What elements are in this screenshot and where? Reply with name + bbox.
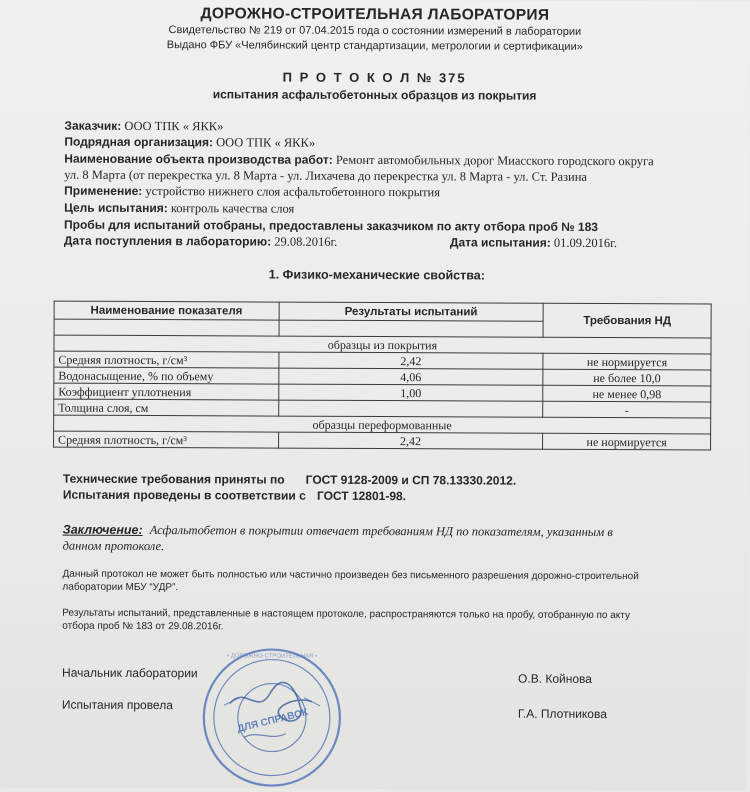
cell-result: 1,00 (278, 384, 543, 401)
requirements-label-1: Технические требования приняты по (62, 471, 285, 487)
object-value-1: Ремонт автомобильных дорог Миасского городского округа (335, 152, 654, 169)
header-results: Результаты испытаний (279, 302, 544, 321)
header-requirements: Требования НД (543, 303, 711, 338)
note-2-line-1: Результаты испытаний, представленные в настоящем протоколе, распространяются только на пробу, отобранную по акту (62, 607, 630, 622)
purpose-label: Цель испытания: (64, 200, 168, 216)
cell-result: 2,42 (279, 352, 544, 369)
cell-indicator: Толщина слоя, см (54, 399, 279, 416)
samples-line: Пробы для испытаний отобраны, предоставлены заказчиком по акту отбора проб № 183 (63, 217, 598, 234)
customer-line (64, 119, 223, 135)
application-label: Применение: (64, 183, 143, 198)
requirements-value-1: ГОСТ 9128-2009 и СП 78.13330.2012. (305, 472, 517, 488)
cell-indicator: Водонасыщение, % по объему (54, 367, 279, 384)
group-label: образцы переформованные (54, 415, 711, 434)
contractor-label: Подрядная организация: (64, 134, 214, 150)
application-line (64, 184, 440, 201)
purpose-line (64, 201, 294, 217)
cell-result: 2,42 (278, 432, 543, 449)
protocol-title: П Р О Т О К О Л № 375 (282, 69, 467, 86)
svg-text:• ДОРОЖНО-СТРОИТЕЛЬНАЯ •: • ДОРОЖНО-СТРОИТЕЛЬНАЯ • (227, 653, 318, 660)
test-date-line (450, 235, 617, 251)
object-value-2: ул. 8 Марта (от перекрестка ул. 8 Марта - ул. Лихачева до перекрестка ул. 8 Марта - ул. Ст. Разина (64, 167, 588, 184)
certificate-line: Свидетельство № 219 от 07.04.2015 года о состоянии измерений в лаборатории (168, 24, 582, 38)
tester-label: Испытания провела (61, 697, 173, 713)
head-label: Начальник лаборатории (62, 665, 198, 681)
purpose-value: контроль качества слоя (170, 201, 295, 216)
properties-table (53, 301, 712, 451)
stamp-text: ДЛЯ СПРАВОК (236, 707, 310, 735)
note-2-line-2: отбора проб № 183 от 29.08.2016г. (62, 620, 224, 633)
application-value: устройство нижнего слоя асфальтобетонного покрытия (145, 184, 441, 200)
test-date-label: Дата испытания: (449, 235, 551, 250)
customer-value: ООО ТПК « ЯКК» (124, 118, 224, 134)
contractor-value: ООО ТПК « ЯКК» (216, 135, 316, 150)
requirements-line-1 (63, 472, 516, 489)
official-stamp (200, 645, 345, 790)
object-label: Наименование объекта производства работ: (64, 151, 333, 167)
conclusion-label: Заключение: (62, 522, 143, 537)
head-name: О.В. Койнова (518, 671, 592, 686)
group-label: образцы из покрытия (54, 335, 711, 354)
contractor-line (64, 135, 315, 151)
cell-requirement: - (543, 401, 711, 418)
note-1-line-1: Данный протокол не может быть полностью или частично произведен без письменного разрешения дорожно-строительной (62, 568, 639, 583)
received-label: Дата поступления в лабораторию: (63, 233, 272, 249)
cell-result (278, 400, 543, 417)
note-1-line-2: лаборатории МБУ “УДР”. (62, 581, 179, 594)
requirements-line-2 (63, 488, 406, 504)
issued-by-line: Выдано ФБУ «Челябинский центр стандартизации, метрологии и сертификации» (166, 39, 583, 53)
table-row (54, 431, 711, 450)
cell-requirement: не менее 0,98 (543, 385, 711, 402)
header-indicator: Наименование показателя (54, 301, 279, 320)
cell-indicator: Средняя плотность, г/см³ (54, 351, 279, 368)
tester-name: Г.А. Плотникова (517, 706, 607, 722)
requirements-label-2: Испытания проведены в соответствии с (62, 487, 306, 503)
cell-result: 4,06 (278, 368, 543, 385)
received-line (64, 234, 337, 250)
conclusion-text-2: данном протоколе. (62, 538, 165, 554)
section-title: 1. Физико-механические свойства: (268, 267, 485, 283)
conclusion-line-1 (63, 523, 613, 540)
requirements-value-2: ГОСТ 12801-98. (316, 488, 407, 504)
cell-indicator: Коэффициент уплотнения (54, 383, 279, 400)
header-spacer-cell (279, 320, 544, 337)
received-value: 29.08.2016г. (274, 234, 338, 249)
customer-label: Заказчик: (64, 118, 122, 133)
test-date-value: 01.09.2016г. (553, 235, 618, 251)
cell-indicator: Средняя плотность, г/см³ (54, 431, 279, 448)
cell-requirement: не нормируется (543, 433, 711, 450)
cell-requirement: не нормируется (543, 353, 711, 370)
lab-name: ДОРОЖНО-СТРОИТЕЛЬНАЯ ЛАБОРАТОРИЯ (200, 5, 550, 24)
object-line (64, 152, 654, 170)
protocol-subtitle: испытания асфальтобетонных образцов из покрытия (212, 87, 537, 103)
conclusion-text-1: Асфальтобетон в покрытии отвечает требованиям НД по показателям, указанным в (149, 523, 613, 540)
cell-requirement: не более 10,0 (543, 369, 711, 386)
header-spacer-cell (54, 319, 279, 336)
